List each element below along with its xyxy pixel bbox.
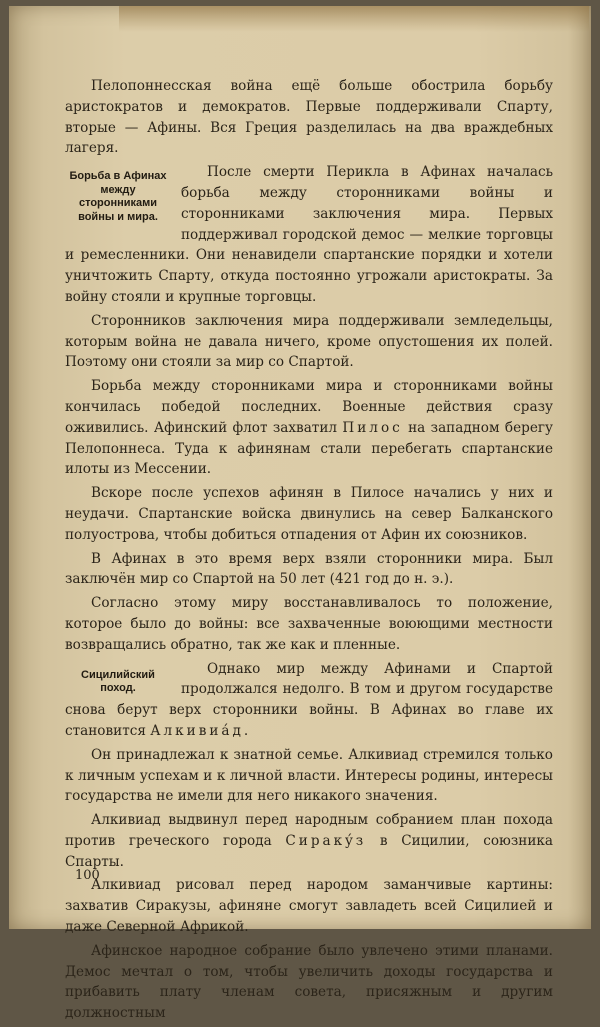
paragraph: Пелопоннесская война ещё больше обострила борьбу аристократов и демократов. Первые поддерживали Спарту, вторые — Афины. Вся Греция разделилась на два враждебных лагеря. xyxy=(65,78,553,157)
term-alcibiades: Алкивиáд xyxy=(150,722,244,739)
paragraph: Однако мир между Афинами и Спартой продолжался недолго. В том и другом государстве снова берут верх сторонники войны. В Афинах во главе их становится Алкивиáд. xyxy=(65,660,553,739)
page-number: 100 xyxy=(75,868,100,883)
paragraph: Он принадлежал к знатной семье. Алкивиад стремился только к личным успехам и к личной власти. Интересы родины, интересы государства не имели для него никакого значения. xyxy=(65,746,553,805)
paragraph: Алкивиад рисовал перед народом заманчивые картины: захватив Сиракузы, афиняне смогут завладеть всей Сицилией и даже Северной Африкой. xyxy=(65,877,553,936)
paragraph xyxy=(65,376,553,480)
paragraph: Согласно этому миру восстанавливалось то положение, которое было до войны: все захваченные воюющими местности возвращались обратно, так же как и пленные. xyxy=(65,595,553,653)
paragraph: Вскоре после успехов афинян в Пилосе начались у них и неудачи. Спартанские войска двинулись на север Балканского полуострова, чтобы добиться отпадения от Афин их союзников. xyxy=(65,485,553,543)
body-text xyxy=(65,76,553,1027)
paragraph-text: в Сицилии, союзника Спарты. xyxy=(65,832,553,870)
paragraph: После смерти Перикла в Афинах началась борьба между сторонниками войны и сторонниками заключения мира. Первых поддерживал городской демос — мелкие торговцы и ремесленники. Они ненавидели спартанские порядки и хотели уничтожить Спарту, откуда постоянно угрожали аристократы. За войну стояли и крупные торговцы. xyxy=(65,164,553,305)
paragraph: Афинское народное собрание было увлечено этими планами. Демос мечтал о том, чтобы увеличить доходы государства и прибавить плату членам совета, присяжным и другим должностным xyxy=(65,942,553,1022)
paragraph: В Афинах в это время верх взяли сторонники мира. Был заключён мир со Спартой на 50 лет (421 год до н. э.). xyxy=(65,550,553,588)
paragraph-text: Борьба между сторонниками мира и сторонниками войны кончилась победой последних. Военные действия сразу оживились. Афинский флот захватил xyxy=(65,378,553,436)
side-note-sicily: Сицилийский поход. xyxy=(81,668,155,695)
term-syracuse: Сиракýз xyxy=(285,832,367,849)
term-pylos: Пилос xyxy=(342,419,403,436)
paragraph: Сторонников заключения мира поддерживали земледельцы, которым война не давала ничего, кроме опустошения их полей. Поэтому они стояли за мир со Спартой. xyxy=(65,312,553,371)
paragraph-text: на западном берегу Пелопоннеса. Туда к афинянам стали перебегать спартанские илоты из Мессении. xyxy=(65,419,553,478)
paper-stain xyxy=(119,6,589,32)
side-note-peace-war: Борьба в Афинах между сторонниками войны и мира. xyxy=(69,170,167,223)
paragraph-text: Однако мир между Афинами и Спартой продолжался недолго. В том и другом государстве снова берут верх сторонники войны. В Афинах во главе их становится xyxy=(65,660,553,739)
paragraph-text: Алкивиад выдвинул перед народным собранием план похода против греческого города xyxy=(65,812,553,849)
paragraph xyxy=(65,810,553,872)
book-page xyxy=(9,6,591,1022)
